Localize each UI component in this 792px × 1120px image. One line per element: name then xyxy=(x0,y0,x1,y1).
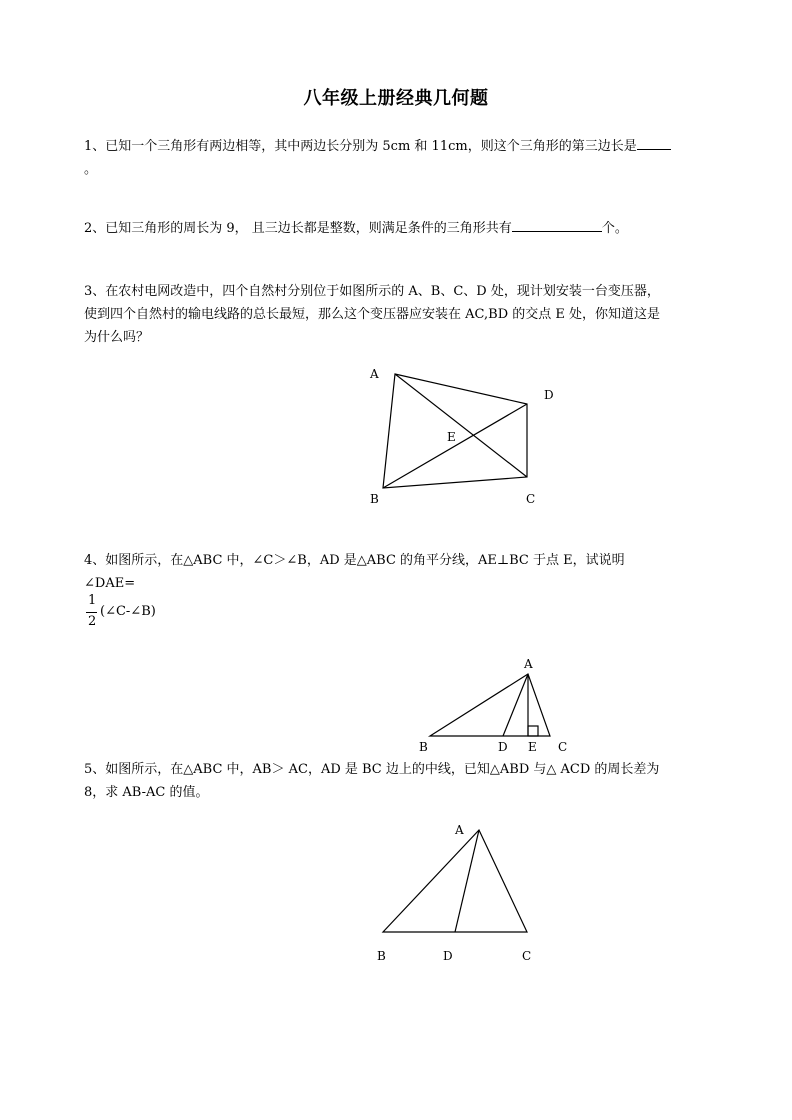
question-3-line-3: 为什么吗？ xyxy=(84,330,150,345)
fig5-label-d: D xyxy=(443,949,453,963)
question-4-line-1: 4、如图所示，在△ABC 中，∠C＞∠B，AD 是△ABC 的角平分线，AE⊥BC 于点 E，试说明 xyxy=(84,553,625,568)
bisector-ad xyxy=(503,674,528,736)
question-1-line-1: 1、已知一个三角形有两边相等，其中两边长分别为 5cm 和 11cm，则这个三角形的第三边长是 xyxy=(84,135,704,158)
page-title: 八年级上册经典几何题 xyxy=(303,88,489,109)
median-ad xyxy=(455,830,479,932)
fig4-label-d: D xyxy=(498,740,508,754)
diagonal-bd xyxy=(383,404,527,488)
fraction-angle-difference: (∠C-∠B) xyxy=(100,604,156,619)
fraction-denominator: 2 xyxy=(88,614,97,629)
fig5-label-a: A xyxy=(455,823,464,837)
triangle-abc-4 xyxy=(430,674,550,736)
fig3-label-e: E xyxy=(447,430,456,444)
question-2-line-1: 2、已知三角形的周长为 9， 且三边长都是整数，则满足条件的三角形共有 个。 xyxy=(84,217,704,240)
question-1-line-2: 。 xyxy=(84,162,98,177)
question-5-line-1: 5、如图所示，在△ABC 中，AB＞ AC，AD 是 BC 边上的中线，已知△ABD 与△ ACD 的周长差为 xyxy=(84,762,660,777)
fig5-label-c: C xyxy=(522,949,532,963)
figure-4-triangle xyxy=(430,674,550,736)
figure-5-triangle xyxy=(383,830,527,932)
fig4-label-a: A xyxy=(524,657,533,671)
fig3-label-b: B xyxy=(370,492,379,506)
right-angle-mark xyxy=(528,726,538,736)
question-3-line-2: 使到四个自然村的输电线路的总长最短，那么这个变压器应安装在 AC,BD 的交点 E 处，你知道这是 xyxy=(84,307,660,322)
fig3-label-a: A xyxy=(370,367,379,381)
fig4-label-e: E xyxy=(528,740,537,754)
triangle-abc-5 xyxy=(383,830,527,932)
fig3-label-c: C xyxy=(526,492,536,506)
fig4-label-c: C xyxy=(558,740,568,754)
fraction-numerator: 1 xyxy=(88,593,97,608)
question-3-line-1: 3、在农村电网改造中，四个自然村分别位于如图所示的 A、B、C、D 处，现计划安装一台变压器， xyxy=(84,284,660,299)
fig3-label-d: D xyxy=(544,388,554,402)
fig4-label-b: B xyxy=(419,740,428,754)
question-4-line-2: ∠DAE= xyxy=(84,576,136,591)
question-5-line-2: 8，求 AB-AC 的值。 xyxy=(84,785,209,800)
fig5-label-b: B xyxy=(377,949,386,963)
